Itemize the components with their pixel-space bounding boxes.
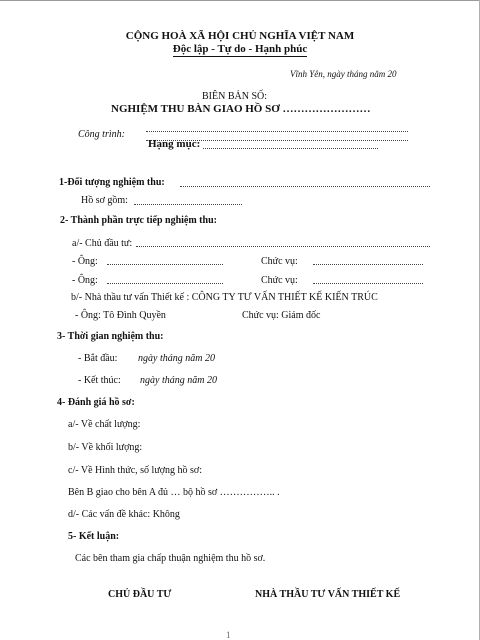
conclusion-text: Các bên tham gia chấp thuận nghiệm thu hồ sơ. bbox=[75, 553, 266, 564]
ong-1-line bbox=[107, 264, 223, 265]
signature-right: NHÀ THẦU TƯ VẤN THIẾT KẾ bbox=[255, 589, 401, 600]
section-2-heading: 2- Thành phần trực tiếp nghiệm thu: bbox=[60, 215, 217, 226]
ho-so-gom-label: Hồ sơ gồm: bbox=[81, 195, 128, 206]
start-label: - Bắt đầu: bbox=[78, 353, 118, 364]
nation-title: CỘNG HOÀ XÃ HỘI CHỦ NGHĨA VIỆT NAM bbox=[125, 30, 355, 42]
motto-text: Độc lập - Tự do - Hạnh phúc bbox=[172, 43, 308, 55]
place-date: Vĩnh Yên, ngày tháng năm 20 bbox=[290, 69, 397, 79]
ong-3-line: - Ông: Tô Đình Quyền bbox=[75, 310, 166, 321]
cong-trinh-line-1 bbox=[146, 131, 408, 132]
ong-2-line bbox=[107, 283, 223, 284]
chat-luong-label: a/- Về chất lượng: bbox=[68, 419, 141, 430]
section-1-line bbox=[180, 186, 430, 187]
signature-left: CHỦ ĐẦU TƯ bbox=[108, 589, 172, 600]
section-5-heading bbox=[68, 531, 119, 542]
chuc-vu-1-line bbox=[313, 264, 423, 265]
section-3-heading: 3- Thời gian nghiệm thu: bbox=[57, 331, 164, 342]
transfer-sentence: Bên B giao cho bên A đủ … bộ hồ sơ …………….. . bbox=[68, 487, 280, 498]
national-motto bbox=[0, 43, 480, 55]
section-1-heading: 1-Đối tượng nghiệm thu: bbox=[59, 177, 165, 188]
start-value: ngày tháng năm 20 bbox=[138, 353, 215, 364]
document-title: NGHIỆM THU BÀN GIAO HỒ SƠ …………………… bbox=[111, 103, 371, 115]
khoi-luong-label: b/- Về khối lượng: bbox=[68, 442, 143, 453]
hinh-thuc-label: c/- Về Hình thức, số lượng hồ sơ: bbox=[68, 465, 202, 476]
chu-dau-tu-label: a/- Chủ đầu tư: bbox=[72, 238, 133, 249]
chuc-vu-2-label: Chức vụ: bbox=[261, 275, 298, 286]
end-label: - Kết thúc: bbox=[78, 375, 121, 386]
record-number-label: BIÊN BẢN SỐ: bbox=[202, 91, 268, 102]
chuc-vu-1-label: Chức vụ: bbox=[261, 256, 298, 267]
end-value: ngày tháng năm 20 bbox=[140, 375, 217, 386]
chu-dau-tu-line bbox=[136, 246, 430, 247]
page-top-border bbox=[0, 0, 480, 1]
ong-1-label: - Ông: bbox=[72, 256, 98, 267]
hang-muc-label: Hạng mục: bbox=[148, 138, 201, 150]
conclusion-heading-text: 5- Kết luận: bbox=[68, 531, 120, 542]
section-4-heading: 4- Đánh giá hồ sơ: bbox=[57, 397, 135, 408]
cong-trinh-label: Công trình: bbox=[78, 129, 125, 140]
chuc-vu-2-line bbox=[313, 283, 423, 284]
ong-2-label: - Ông: bbox=[72, 275, 98, 286]
nha-thau-line: b/- Nhà thầu tư vấn Thiết kế : CÔNG TY TƯ VẤN THIẾT KẾ KIẾN TRÚC bbox=[71, 292, 378, 303]
page-number: 1 bbox=[226, 630, 231, 640]
hang-muc-line bbox=[203, 148, 378, 149]
chuc-vu-3-line: Chức vụ: Giám đốc bbox=[242, 310, 321, 321]
other-issues: d/- Các vấn đề khác: Không bbox=[68, 509, 180, 520]
ho-so-gom-line bbox=[134, 204, 242, 205]
